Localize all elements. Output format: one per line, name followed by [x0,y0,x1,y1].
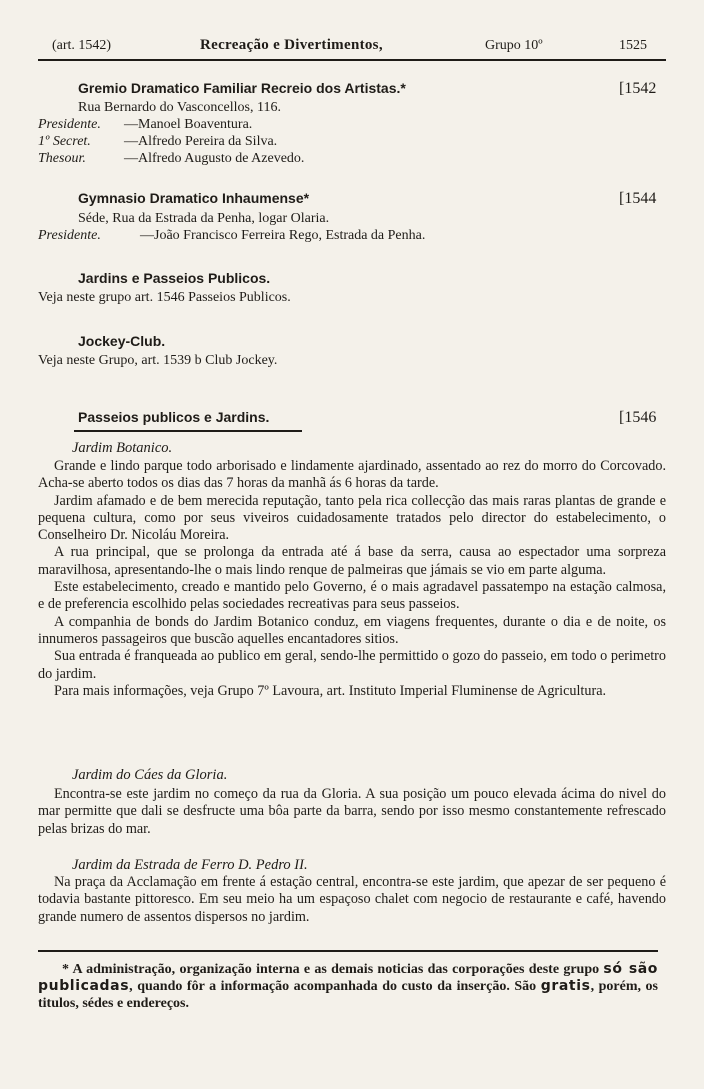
section-body [38,786,666,838]
header-group: Grupo 10º [485,38,543,53]
header-rule [38,59,666,61]
header-page-number: 1525 [619,38,647,53]
entry-cross-reference: Veja neste grupo art. 1546 Passeios Publicos. [38,290,291,305]
entry-title: Gymnasio Dramatico Inhaumense* [78,190,310,206]
footnote-text: , porém, os titulos, sédes e endereços. [38,979,659,1011]
paragraph: Sua entrada é franqueada ao publico em geral, sendo-lhe permittido o gozo do passeio, em todo o perimetro do jardim. [38,648,666,682]
footnote-text: * A administração, organização interna e as demais noticias das corporações deste grupo [62,962,600,977]
paragraph: Na praça da Acclamação em frente á estação central, encontra-se este jardim, que apezar de ser pequeno é todavia bastante pittoresco. Em seu meio ha um espaçoso chalet com negocio de restaurante e café, havendo grande numero de assentos dispersos no jardim. [38,874,666,925]
paragraph: Este estabelecimento, creado e mantido pelo Governo, é o mais agradavel passatempo na estação calmosa, e de preferencia escolhido pelas sociedades recreativas para seus passeios. [38,579,666,613]
paragraph: Jardim afamado e de bem merecida reputação, tanto pela rica collecção das mais raras plantas de grande e pequena cultura, como por seus viveiros cuidadosamente tratados pelo director do estabelecimento, o Conselheiro Dr. Nicoláu Moreira. [38,492,666,544]
entry-value: —João Francisco Ferreira Rego, Estrada da Penha. [140,228,426,243]
footnote [38,961,658,1012]
entry-label: Presidente. [38,228,101,243]
entry-title: Jardins e Passeios Publicos. [78,270,271,286]
entry-address: Rua Bernardo do Vasconcellos, 116. [78,100,281,115]
entry-value: —Manoel Boaventura. [124,117,253,132]
entry-label: Thesour. [38,151,86,166]
header-article-ref: (art. 1542) [52,38,112,53]
footnote-rule [38,950,658,952]
section-body [38,874,666,926]
section-subtitle: Jardim do Cáes da Gloria. [72,767,228,783]
entry-title: Passeios publicos e Jardins. [78,409,270,425]
entry-number: [1542 [619,80,657,97]
entry-label: 1º Secret. [38,134,91,149]
footnote-emphasis: só são publicadas [38,961,659,994]
entry-title: Gremio Dramatico Familiar Recreio dos Artistas.* [78,80,406,96]
entry-address: Séde, Rua da Estrada da Penha, logar Olaria. [78,211,330,226]
entry-number: [1544 [619,190,657,207]
section-subtitle: Jardim da Estrada de Ferro D. Pedro II. [72,857,308,873]
paragraph: Grande e lindo parque todo arborisado e lindamente ajardinado, assentado ao rez do morro do Corcovado. Acha-se aberto todos os dias das 7 horas da manhã ás 6 horas da tarde. [38,458,666,492]
paragraph: Para mais informações, veja Grupo 7º Lavoura, art. Instituto Imperial Fluminense de Agricultura. [54,682,607,699]
section-rule [74,430,302,432]
footnote-emphasis: gratis [540,978,591,994]
entry-label: Presidente. [38,117,101,132]
paragraph: A companhia de bonds do Jardim Botanico conduz, em viagens frequentes, durante o dia e de noite, os innumeros passageiros que buscão aquelles encantadores sitios. [38,613,666,647]
entry-cross-reference: Veja neste Grupo, art. 1539 b Club Jockey. [38,353,278,368]
entry-title: Jockey-Club. [78,333,166,349]
section-subtitle: Jardim Botanico. [72,440,173,456]
paragraph: Encontra-se este jardim no começo da rua da Gloria. A sua posição um pouco elevada ácima do nivel do mar permitte que dali se desfructe uma bôa parte da barra, sendo por isso mesmo constantemente refrescado pelas brizas do mar. [38,786,666,837]
entry-number: [1546 [619,409,657,426]
footnote-text: , quando fôr a informação acompanhada do custo da inserção. São [129,979,537,994]
header-title: Recreação e Divertimentos, [200,37,383,53]
entry-value: —Alfredo Pereira da Silva. [124,134,278,149]
section-body [38,458,666,700]
entry-value: —Alfredo Augusto de Azevedo. [124,151,305,166]
paragraph: A rua principal, que se prolonga da entrada até á base da serra, causa ao espectador uma sorpreza maravilhosa, apresentando-lhe o mais lindo renque de palmeiras que jámais se vio em parte alguma. [38,544,666,578]
